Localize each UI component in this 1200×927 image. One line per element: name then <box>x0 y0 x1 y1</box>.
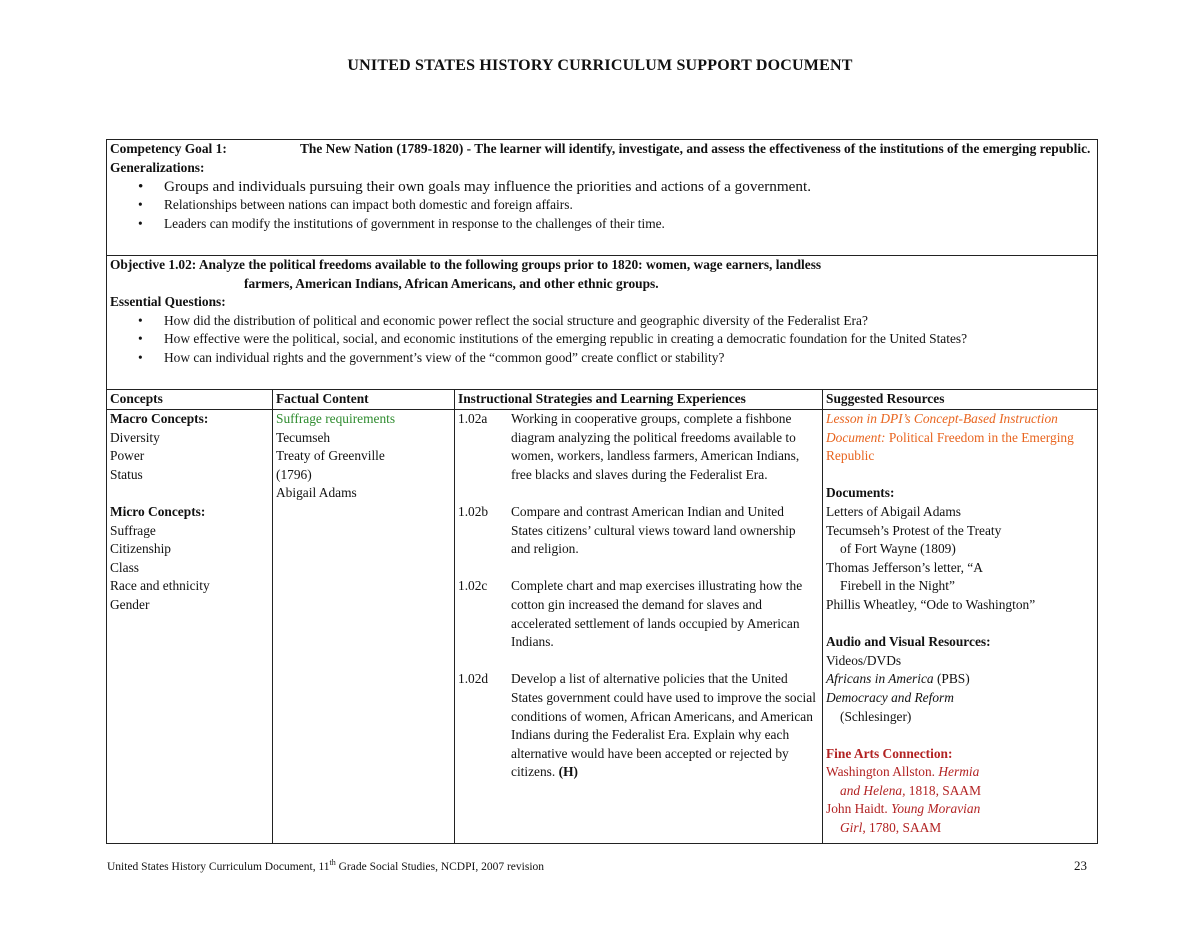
document-item-cont: of Fort Wayne (1809) <box>840 541 956 557</box>
concept-item: Gender <box>110 596 150 612</box>
document-item: Letters of Abigail Adams <box>826 503 961 519</box>
strategy-item <box>458 670 822 782</box>
curriculum-table <box>106 139 1098 844</box>
strategies-header: Instructional Strategies and Learning Experiences <box>455 390 822 410</box>
artwork-title: Hermia <box>938 764 980 780</box>
competency-label: Competency Goal 1: <box>110 141 227 156</box>
artist-name: Washington Allston. <box>826 764 936 780</box>
strategy-item <box>458 577 822 651</box>
artist-name: John Haidt. <box>826 801 888 817</box>
artwork-title: and Helena, <box>840 782 906 798</box>
strategy-suffix: (H) <box>558 764 578 780</box>
footer-superscript: th <box>329 858 336 867</box>
generalization-item: • Relationships between nations can impact both domestic and foreign affairs. <box>110 196 1097 215</box>
strategy-id: 1.02b <box>458 503 489 519</box>
av-title: Democracy and Reform <box>826 689 954 705</box>
factual-item: Abigail Adams <box>276 485 357 501</box>
strategy-item <box>458 410 822 484</box>
question-item: • How did the distribution of political and economic power reflect the social structure and geographic diversity of the Federalist Era? <box>110 312 1097 331</box>
footer-text: Grade Social Studies, NCDPI, 2007 revision <box>335 860 545 873</box>
page-footer <box>107 858 544 873</box>
concept-item: Citizenship <box>110 541 171 557</box>
micro-concepts-label: Micro Concepts: <box>110 503 206 519</box>
concept-item: Race and ethnicity <box>110 578 210 594</box>
concept-item: Diversity <box>110 429 160 445</box>
generalization-item: • Leaders can modify the institutions of government in response to the challenges of their time. <box>110 215 1097 234</box>
concept-item: Class <box>110 559 140 575</box>
documents-label: Documents: <box>826 485 895 501</box>
strategy-id: 1.02c <box>458 578 488 594</box>
factual-item: (1796) <box>276 466 312 482</box>
av-type: Videos/DVDs <box>826 652 902 668</box>
generalizations-list <box>110 177 1097 233</box>
question-item: • How effective were the political, social, and economic institutions of the emerging republic in creating a democratic foundation for the United States? <box>110 330 1097 349</box>
artwork-item-cont <box>826 782 1097 801</box>
essential-questions-label: Essential Questions: <box>110 294 226 310</box>
content-columns <box>107 390 1097 843</box>
concept-item: Power <box>110 448 145 464</box>
objective-line-2: farmers, American Indians, African Americans, and other ethnic groups. <box>244 275 659 291</box>
resources-column <box>823 390 1097 843</box>
strategy-item <box>458 503 822 559</box>
concept-item: Suffrage <box>110 522 156 538</box>
av-source: (Schlesinger) <box>840 708 912 724</box>
strategy-id: 1.02a <box>458 411 488 426</box>
footer-text: United States History Curriculum Document, 11 <box>107 860 330 873</box>
artwork-title: Girl, <box>840 820 866 836</box>
factual-highlight: Suffrage requirements <box>276 411 396 426</box>
factual-item: Tecumseh <box>276 429 331 445</box>
av-source: (PBS) <box>933 671 970 687</box>
essential-questions-list <box>110 312 1097 368</box>
document-item: Tecumseh’s Protest of the Treaty <box>826 522 1002 538</box>
artwork-item-cont <box>826 819 1097 838</box>
lesson-source: Lesson in DPI’s Concept-Based Instruction Document: <box>826 411 1058 445</box>
document-item: Phillis Wheatley, “Ode to Washington” <box>826 596 1036 612</box>
factual-item: Treaty of Greenville <box>276 448 385 464</box>
concept-item: Status <box>110 466 143 482</box>
strategy-text: Develop a list of alternative policies that the United States government could have used to improve the social conditions of women, African Americans, and American Indians during the Federalist Era. Explain why each alternative would have been accepted or rejected by citizens. <box>511 671 816 780</box>
lesson-reference <box>826 410 1097 466</box>
page-number: 23 <box>1074 858 1087 873</box>
objective-line-1: Objective 1.02: Analyze the political freedoms available to the following groups prior to 1820: women, wage earners, landless <box>110 257 822 272</box>
av-title: Africans in America <box>826 671 934 687</box>
concepts-column <box>107 390 273 843</box>
document-item-cont: Firebell in the Night” <box>840 578 955 594</box>
objective-section <box>107 256 1097 390</box>
strategy-text: Complete chart and map exercises illustrating how the cotton gin increased the demand for slaves and accelerated settlement of lands occupied by American Indians. <box>511 578 803 650</box>
concepts-header: Concepts <box>107 390 272 410</box>
document-title: UNITED STATES HISTORY CURRICULUM SUPPORT DOCUMENT <box>347 57 853 74</box>
generalizations-label: Generalizations: <box>110 159 205 175</box>
document-item: Thomas Jefferson’s letter, “A <box>826 559 983 575</box>
strategy-text: Compare and contrast American Indian and United States citizens’ cultural views toward land ownership and religion. <box>511 503 796 557</box>
artwork-date: 1780, SAAM <box>865 820 942 836</box>
factual-content-column <box>273 390 455 843</box>
av-item <box>826 670 1097 689</box>
resources-header: Suggested Resources <box>823 390 1097 410</box>
generalization-item: • Groups and individuals pursuing their own goals may influence the priorities and actions of a government. <box>110 177 1097 196</box>
question-item: • How can individual rights and the government’s view of the “common good” create conflict or stability? <box>110 349 1097 368</box>
macro-concepts-label: Macro Concepts: <box>110 411 209 426</box>
artwork-title: Young Moravian <box>891 801 981 817</box>
artwork-item <box>826 763 1097 782</box>
competency-section <box>107 140 1097 256</box>
factual-header: Factual Content <box>273 390 454 410</box>
strategy-text: Working in cooperative groups, complete a fishbone diagram analyzing the political freedoms available to women, workers, landless farmers, American Indians, free blacks and slaves during the Federalist Era. <box>511 411 800 482</box>
strategies-column <box>455 390 823 843</box>
fine-arts-label: Fine Arts Connection: <box>826 745 953 761</box>
lesson-title: Political Freedom in the Emerging Republic <box>826 429 1074 464</box>
artwork-date: 1818, SAAM <box>905 782 981 798</box>
av-resources-label: Audio and Visual Resources: <box>826 634 991 650</box>
competency-text: The New Nation (1789-1820) - The learner will identify, investigate, and assess the effectiveness of the institutions of the emerging republic. <box>300 141 1091 156</box>
strategy-id: 1.02d <box>458 671 489 687</box>
artwork-item <box>826 800 1097 819</box>
